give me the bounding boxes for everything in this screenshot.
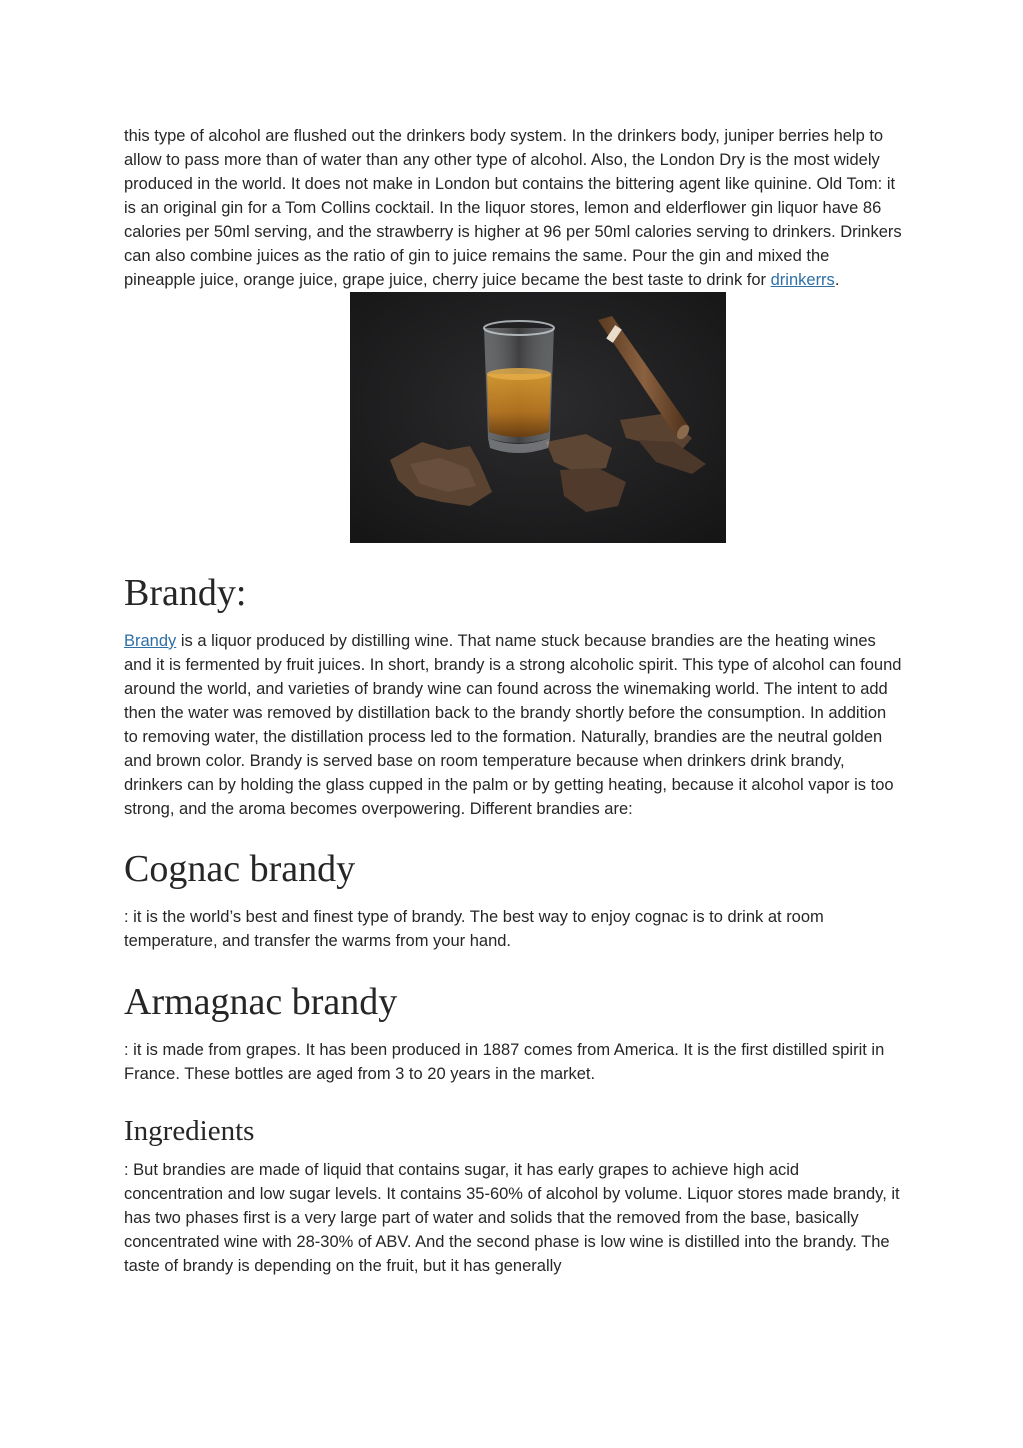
drinkerrs-link[interactable]: drinkerrs	[770, 271, 835, 289]
armagnac-paragraph: : it is made from grapes. It has been produced in 1887 comes from America. It is the first distilled spirit in France. These bottles are aged from 3 to 20 years in the market.	[124, 1041, 885, 1083]
cognac-heading: Cognac brandy	[124, 848, 356, 890]
whisky-glass-and-cigar-photo	[350, 292, 726, 543]
ingredients-paragraph: : But brandies are made of liquid that contains sugar, it has early grapes to achieve high acid concentration and low sugar levels. It contains 35-60% of alcohol by volume. Liquor stores made brandy, it has two phases first is a very large part of water and solids that the removed from the base, basically concentrated wine with 28-30% of ABV. And the second phase is low wine is distilled into the brandy. The taste of brandy is depending on the fruit, but it has generally	[124, 1161, 900, 1275]
intro-end: .	[834, 271, 840, 289]
intro-text: this type of alcohol are flushed out the drinkers body system. In the drinkers body, juniper berries help to allow to pass more than of water than any other type of alcohol. Also, the London Dry is the most widely produced in the world. It does not make in London but contains the bittering agent like quinine. Old Tom: it is an original gin for a Tom Collins cocktail. In the liquor stores, lemon and elderflower gin liquor have 86 calories per 50ml serving, and the strawberry is higher at 96 per 50ml calories serving to drinkers. Drinkers can also combine juices as the ratio of gin to juice remains the same. Pour the gin and mixed the pineapple juice, orange juice, grape juice, cherry juice became the best taste to drink for	[124, 127, 902, 289]
cognac-paragraph: : it is the world’s best and finest type of brandy. The best way to enjoy cognac is to drink at room temperature, and transfer the warms from your hand.	[124, 908, 824, 950]
brandy-heading: Brandy:	[124, 572, 247, 614]
intro-paragraph	[124, 124, 902, 292]
brandy-paragraph	[124, 629, 902, 821]
brandy-text: is a liquor produced by distilling wine. That name stuck because brandies are the heating wines and it is fermented by fruit juices. In short, brandy is a strong alcoholic spirit. This type of alcohol can found around the world, and varieties of brandy wine can found across the winemaking world. The intent to add then the water was removed by distillation back to the brandy shortly before the consumption. In addition to removing water, the distillation process led to the formation. Naturally, brandies are the neutral golden and brown color. Brandy is served base on room temperature because when drinkers drink brandy, drinkers can by holding the glass cupped in the palm or by getting heating, because it alcohol vapor is too strong, and the aroma becomes overpowering. Different brandies are:	[124, 632, 902, 818]
brandy-link[interactable]: Brandy	[124, 632, 177, 650]
document-page	[124, 124, 902, 1278]
armagnac-heading: Armagnac brandy	[124, 981, 398, 1023]
ingredients-heading: Ingredients	[124, 1115, 255, 1147]
